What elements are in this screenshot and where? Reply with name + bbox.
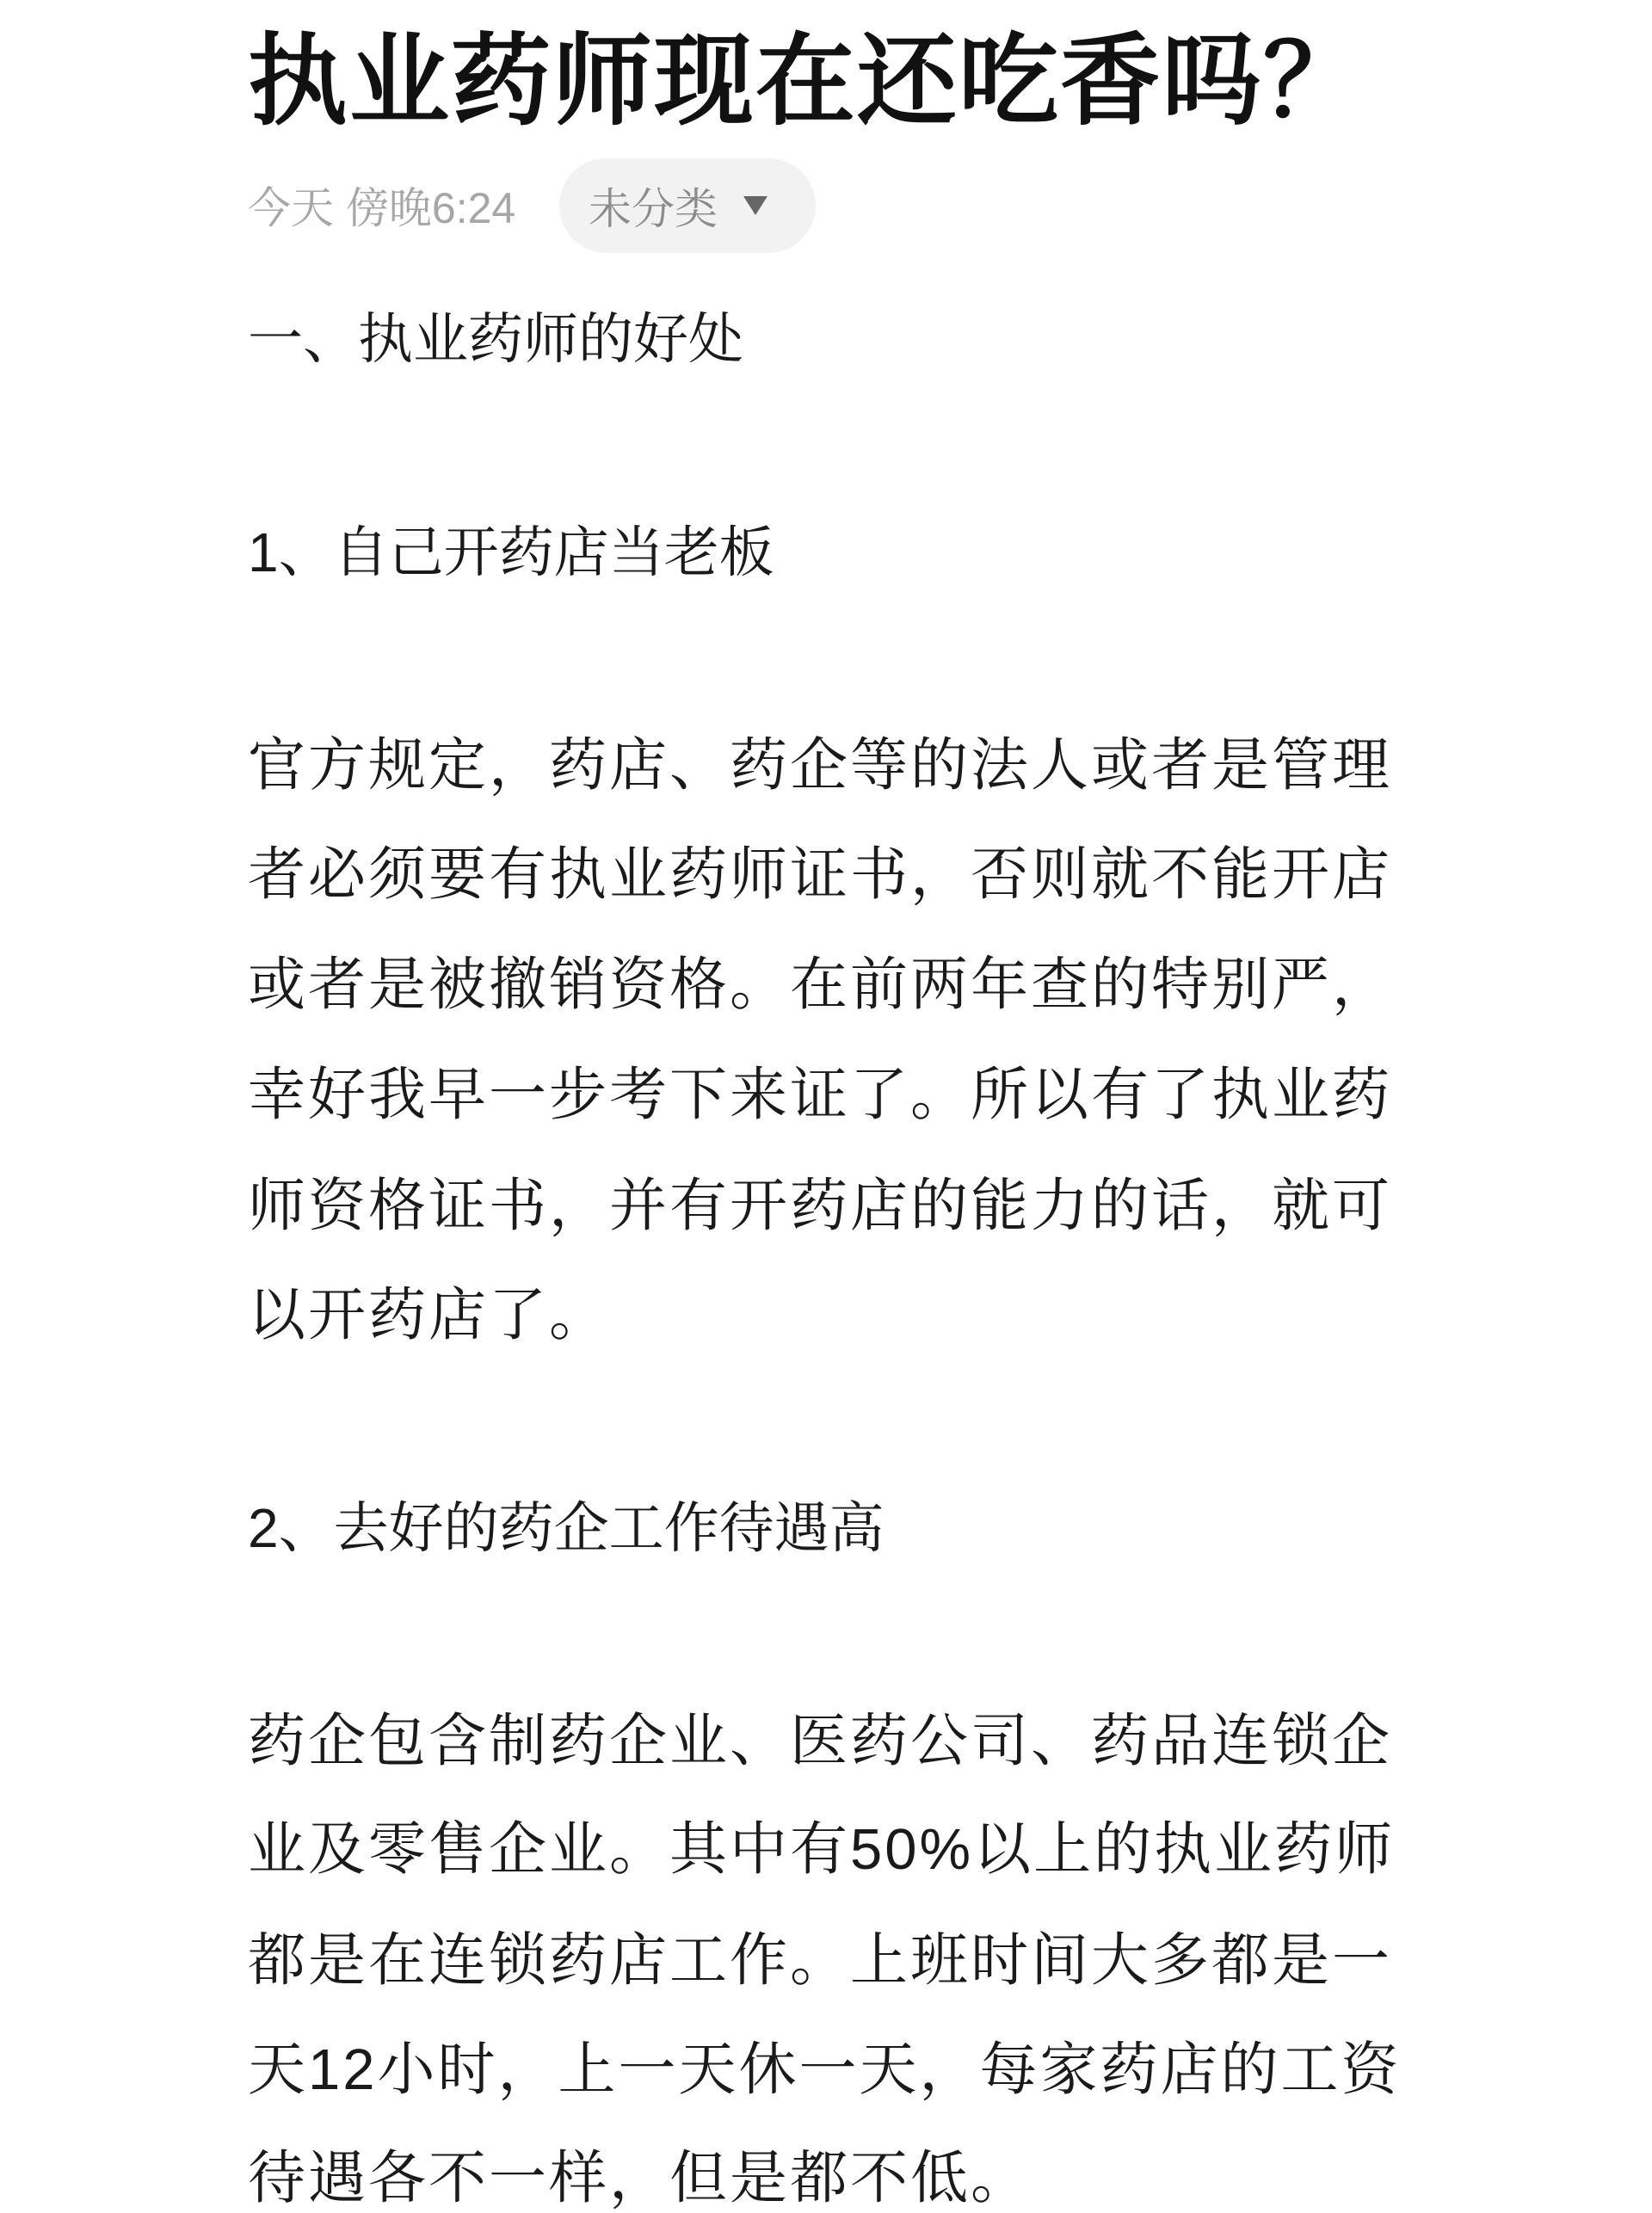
item1-heading: 1、自己开药店当老板 <box>248 521 774 583</box>
paragraph-line: 天12小时，上一天休一天，每家药店的工资 <box>248 2037 1402 2102</box>
chevron-down-icon <box>743 196 767 215</box>
paragraph-line: 药企包含制药企业、医药公司、药品连锁企 <box>248 1709 1392 1773</box>
paragraph-line: 业及零售企业。其中有50%以上的执业药师 <box>248 1817 1396 1882</box>
note-timestamp: 今天 傍晚6:24 <box>248 184 516 232</box>
paragraph-line: 都是在连锁药店工作。上班时间大多都是一 <box>248 1928 1392 1993</box>
paragraph-line: 待遇各不一样，但是都不低。 <box>248 2146 1031 2210</box>
paragraph-line: 幸好我早一步考下来证了。所以有了执业药 <box>248 1063 1392 1127</box>
paragraph-line: 以开药店了。 <box>248 1283 609 1347</box>
category-label: 未分类 <box>589 185 718 233</box>
section-heading: 一、执业药师的好处 <box>248 308 743 370</box>
paragraph-line: 或者是被撤销资格。在前两年查的特别严， <box>248 952 1392 1017</box>
note-title[interactable]: 执业药师现在还吃香吗？ <box>248 25 1365 137</box>
category-dropdown[interactable] <box>559 158 816 253</box>
paragraph-line: 官方规定，药店、药企等的法人或者是管理 <box>248 733 1392 798</box>
paragraph-line: 师资格证书，并有开药店的能力的话，就可 <box>248 1174 1392 1238</box>
paragraph-line: 者必须要有执业药师证书，否则就不能开店 <box>248 842 1392 907</box>
item2-heading: 2、去好的药企工作待遇高 <box>248 1497 885 1559</box>
